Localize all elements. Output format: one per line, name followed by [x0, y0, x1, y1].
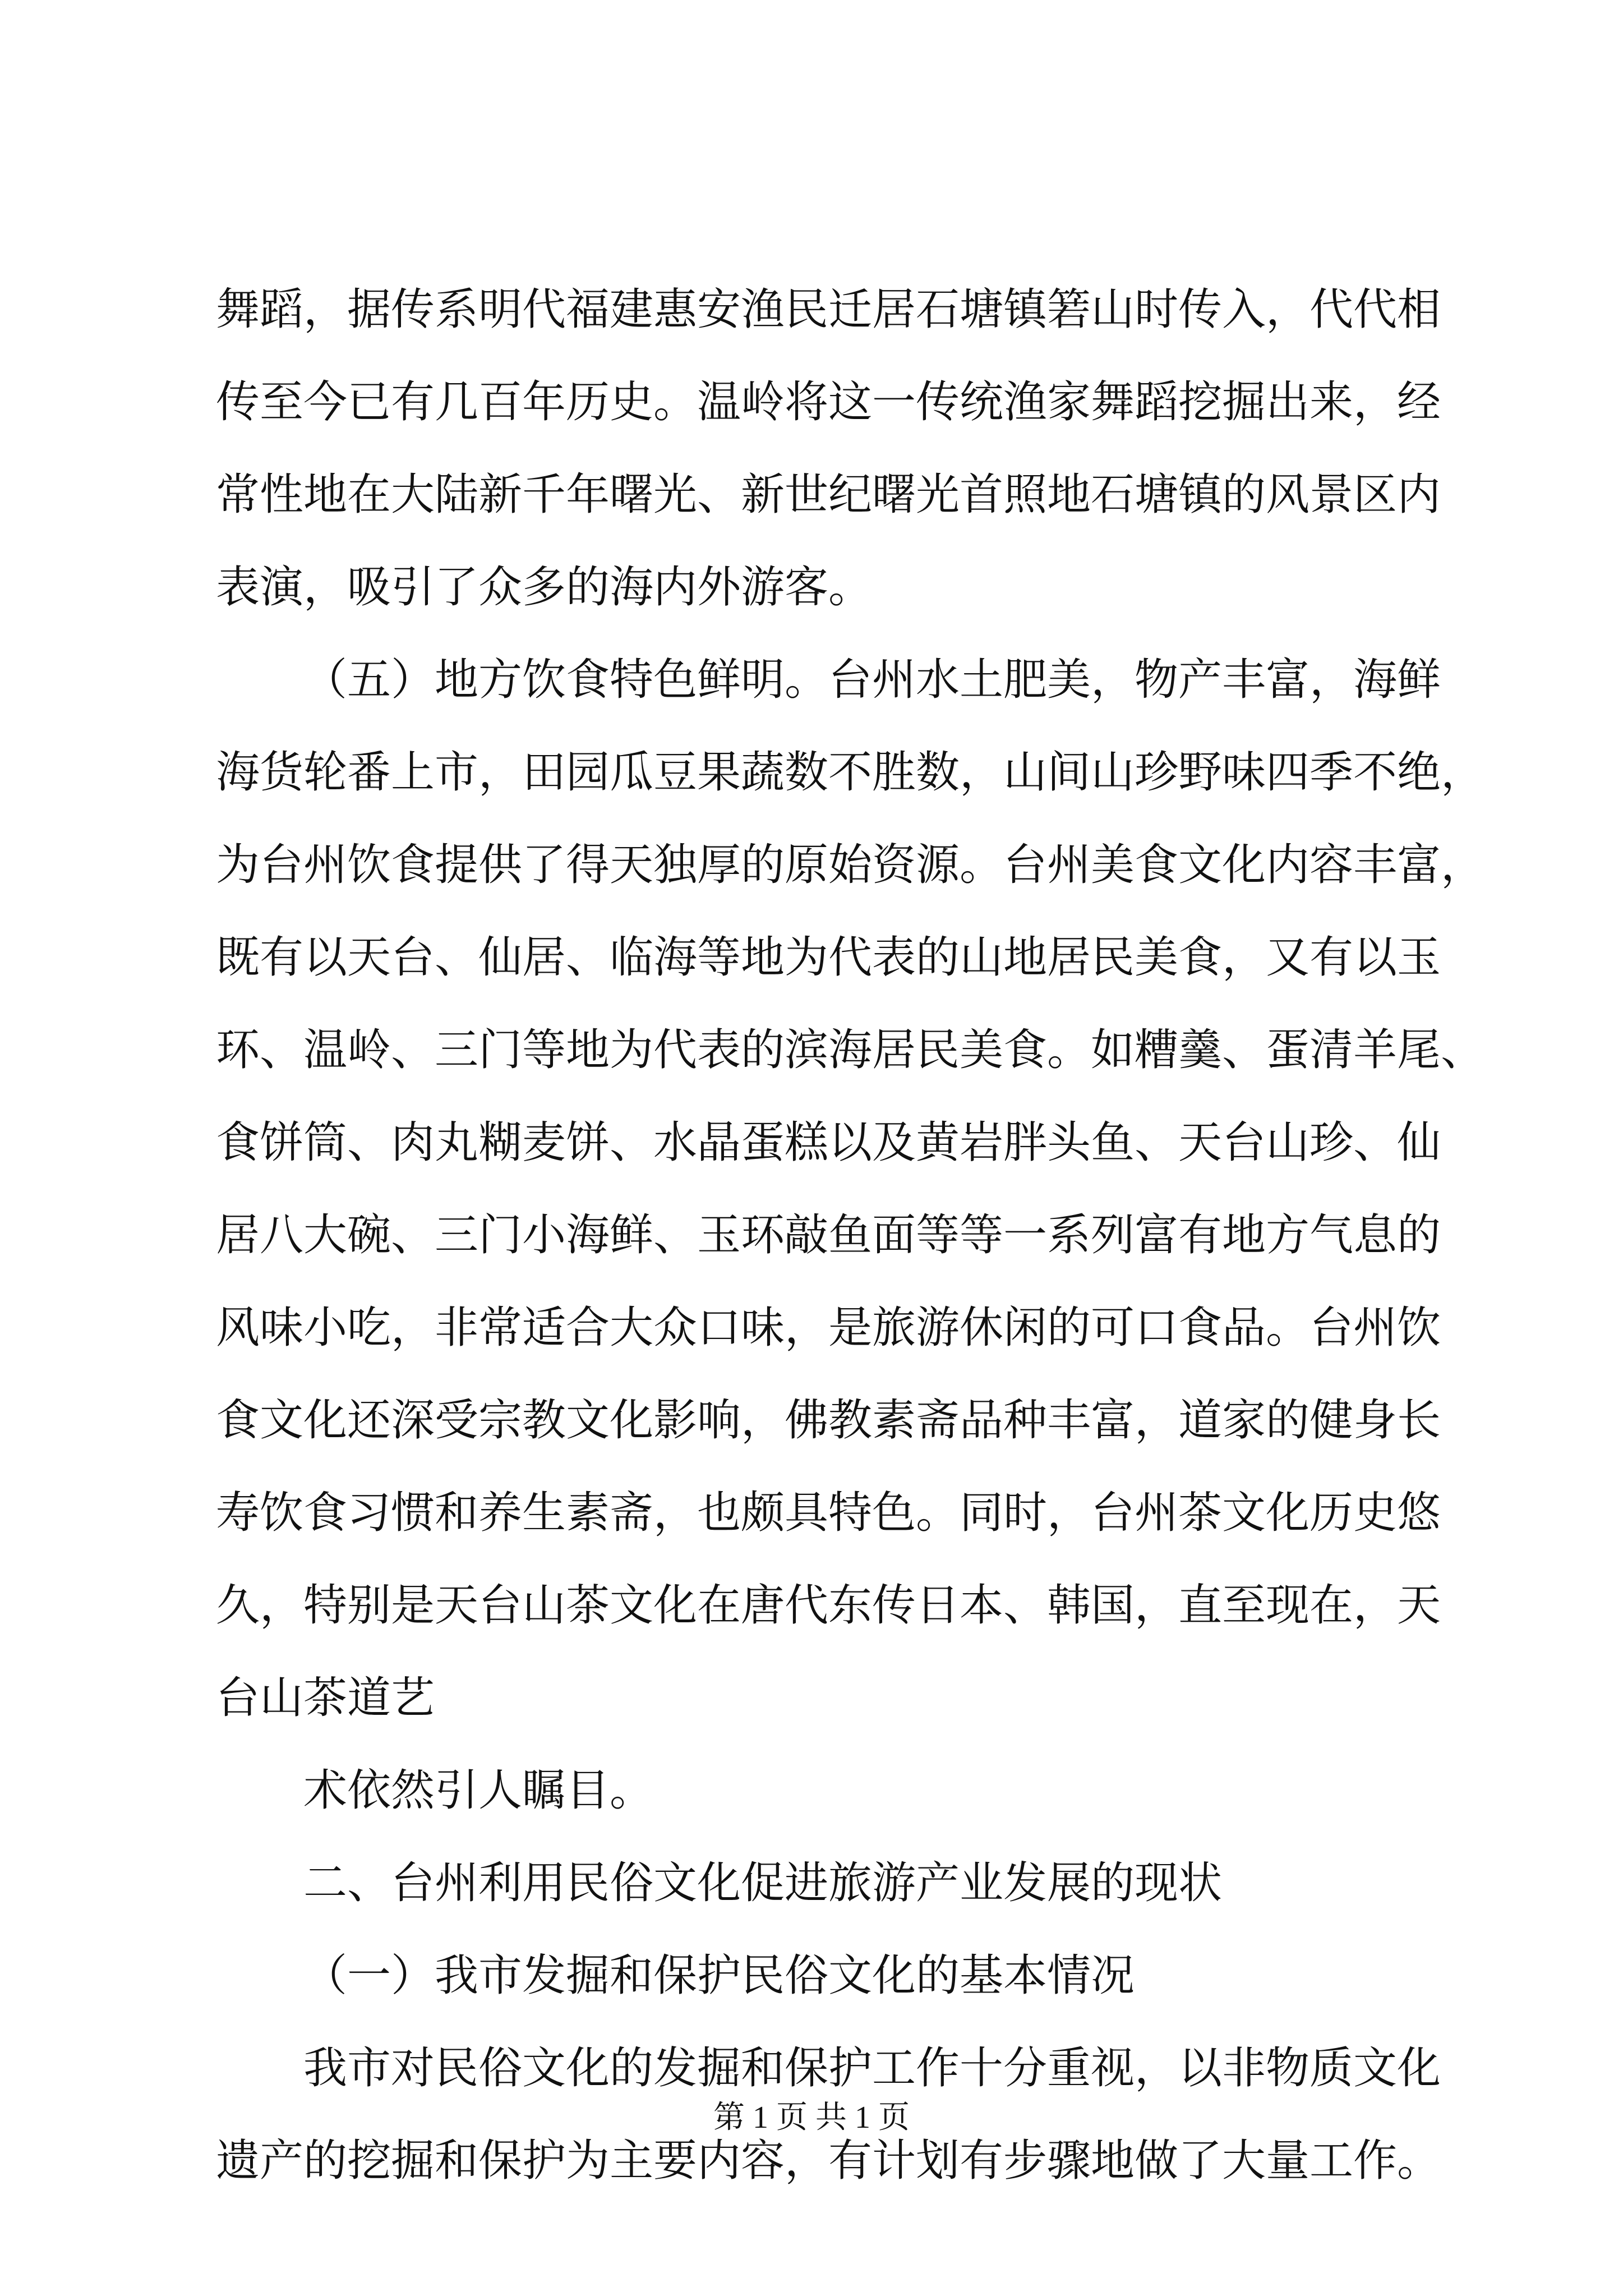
subsection-heading: （一）我市发掘和保护民俗文化的基本情况 — [303, 1950, 1135, 2001]
text-line-16: 台山茶道艺 — [216, 1673, 435, 1723]
text-line-2: 传至今已有几百年历史。温岭将这一传统渔家舞蹈挖掘出来，经 — [216, 377, 1441, 427]
text-line-12: 风味小吃，非常适合大众口味，是旅游休闲的可口食品。台州饮 — [216, 1303, 1441, 1353]
page-footer: 第 1 页 共 1 页 — [713, 2100, 910, 2135]
text-line-8: 既有以天台、仙居、临海等地为代表的山地居民美食，又有以玉 — [216, 932, 1441, 983]
text-line-1: 舞蹈，据传系明代福建惠安渔民迁居石塘镇箬山时传入，代代相 — [216, 284, 1441, 335]
text-line-20: 我市对民俗文化的发掘和保护工作十分重视，以非物质文化 — [303, 2043, 1441, 2093]
text-line-5: （五）地方饮食特色鲜明。台州水土肥美，物产丰富，海鲜 — [303, 655, 1441, 705]
text-line-21: 遗产的挖掘和保护为主要内容，有计划有步骤地做了大量工作。 — [216, 2136, 1441, 2186]
text-line-3: 常性地在大陆新千年曙光、新世纪曙光首照地石塘镇的风景区内 — [216, 470, 1441, 520]
text-line-13: 食文化还深受宗教文化影响，佛教素斋品种丰富，道家的健身长 — [216, 1395, 1441, 1446]
text-line-17: 术依然引人瞩目。 — [303, 1765, 654, 1816]
text-line-7: 为台州饮食提供了得天独厚的原始资源。台州美食文化内容丰富， — [216, 840, 1485, 890]
text-line-15: 久，特别是天台山茶文化在唐代东传日本、韩国，直至现在，天 — [216, 1580, 1441, 1631]
text-line-9: 环、温岭、三门等地为代表的滨海居民美食。如糟羹、蛋清羊尾、 — [216, 1025, 1485, 1075]
text-line-6: 海货轮番上市，田园瓜豆果蔬数不胜数，山间山珍野味四季不绝， — [216, 747, 1485, 798]
text-line-10: 食饼筒、肉丸糊麦饼、水晶蛋糕以及黄岩胖头鱼、天台山珍、仙 — [216, 1117, 1441, 1168]
text-line-4: 表演，吸引了众多的海内外游客。 — [216, 562, 873, 613]
text-line-14: 寿饮食习惯和养生素斋，也颇具特色。同时，台州茶文化历史悠 — [216, 1488, 1441, 1538]
document-body — [216, 264, 1485, 2207]
section-heading: 二、台州利用民俗文化促进旅游产业发展的现状 — [303, 1858, 1223, 1908]
text-line-11: 居八大碗、三门小海鲜、玉环敲鱼面等等一系列富有地方气息的 — [216, 1210, 1441, 1260]
